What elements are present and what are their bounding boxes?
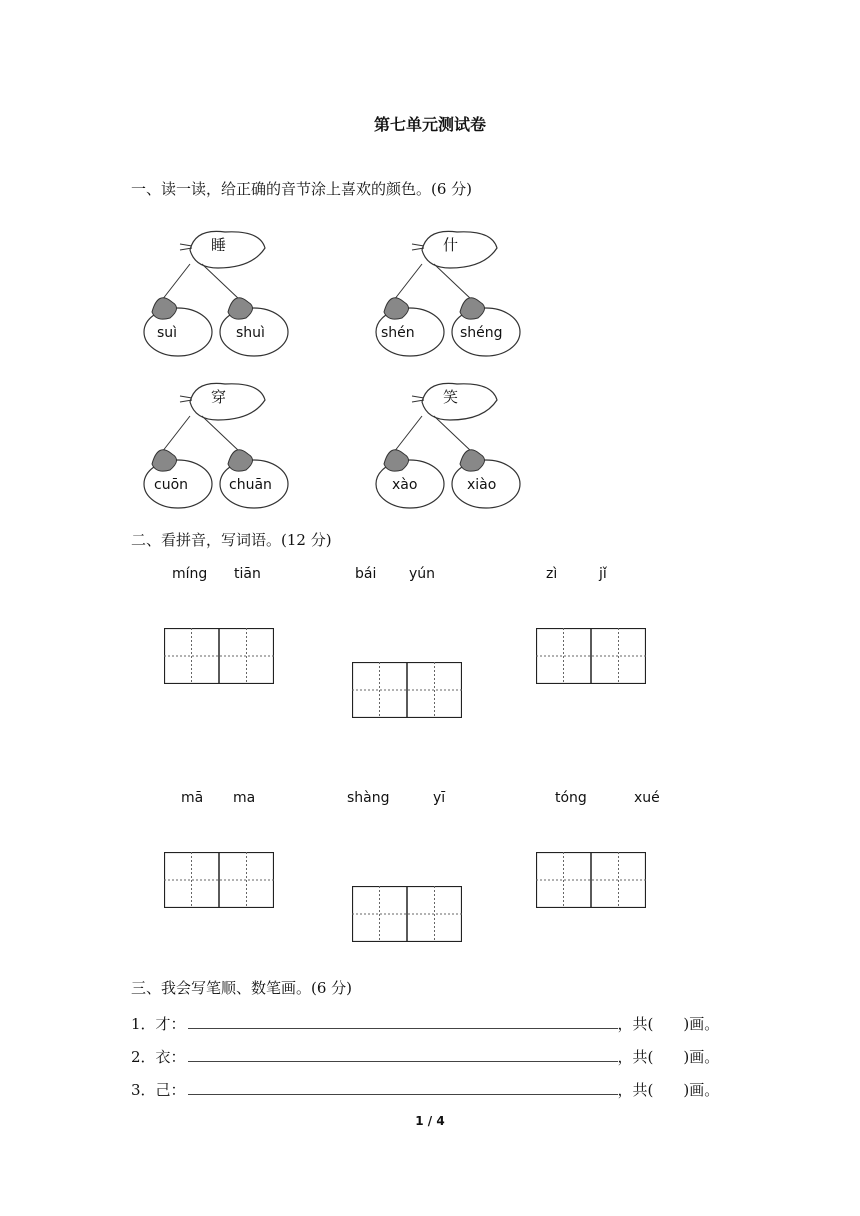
item-label: 1．才： xyxy=(131,1015,186,1033)
pinyin-option: suì xyxy=(157,325,178,341)
syllable-tree xyxy=(140,220,300,370)
answer-blank[interactable] xyxy=(188,1047,618,1062)
pinyin-word-6b: xué xyxy=(634,790,660,806)
pinyin-option: chuān xyxy=(229,477,272,493)
page-title: 第七单元测试卷 xyxy=(373,115,486,134)
item-label: 2．衣： xyxy=(131,1048,186,1066)
answer-blank[interactable] xyxy=(188,1014,618,1029)
pinyin-word-6a: tóng xyxy=(555,790,587,806)
pinyin-word-2a: bái xyxy=(355,566,377,582)
pinyin-word-4a: mā xyxy=(181,790,204,806)
pinyin-word-5a: shàng xyxy=(347,790,390,806)
pinyin-word-1b: tiān xyxy=(234,566,261,582)
pinyin-option: shuì xyxy=(236,325,265,341)
writing-grid[interactable] xyxy=(164,852,274,908)
section-1-heading: 一、读一读，给正确的音节涂上喜欢的颜色。(6 分) xyxy=(131,180,473,198)
item-tail: ，共( )画。 xyxy=(617,1048,720,1066)
stroke-order-item xyxy=(131,1046,719,1067)
tree-character: 睡 xyxy=(211,236,227,254)
pinyin-word-3b: jǐ xyxy=(599,566,607,582)
syllable-tree xyxy=(140,372,300,522)
section-3-heading: 三、我会写笔顺、数笔画。(6 分) xyxy=(131,979,353,997)
writing-grid[interactable] xyxy=(536,852,646,908)
pinyin-option: xào xyxy=(392,477,418,493)
tree-character: 穿 xyxy=(211,388,227,406)
pinyin-option: xiào xyxy=(467,477,497,493)
pinyin-word-1a: míng xyxy=(172,566,208,582)
pinyin-word-2b: yún xyxy=(409,566,436,582)
item-tail: ，共( )画。 xyxy=(617,1081,720,1099)
pinyin-word-4b: ma xyxy=(233,790,256,806)
page-number: 1 / 4 xyxy=(415,1114,445,1128)
syllable-tree xyxy=(372,220,532,370)
stroke-order-item xyxy=(131,1013,719,1034)
pinyin-word-3a: zì xyxy=(546,566,558,582)
tree-character: 笑 xyxy=(443,388,459,406)
writing-grid[interactable] xyxy=(352,662,462,718)
stroke-order-item xyxy=(131,1079,719,1100)
pinyin-option: shéng xyxy=(460,325,503,341)
item-label: 3．己： xyxy=(131,1081,186,1099)
section-2-heading: 二、看拼音，写词语。(12 分) xyxy=(131,531,332,549)
pinyin-word-5b: yī xyxy=(433,790,446,806)
pinyin-option: cuōn xyxy=(154,477,189,493)
answer-blank[interactable] xyxy=(188,1080,618,1095)
tree-character: 什 xyxy=(443,236,459,254)
writing-grid[interactable] xyxy=(352,886,462,942)
writing-grid[interactable] xyxy=(536,628,646,684)
pinyin-option: shén xyxy=(381,325,415,341)
writing-grid[interactable] xyxy=(164,628,274,684)
item-tail: ，共( )画。 xyxy=(617,1015,720,1033)
syllable-tree xyxy=(372,372,532,522)
